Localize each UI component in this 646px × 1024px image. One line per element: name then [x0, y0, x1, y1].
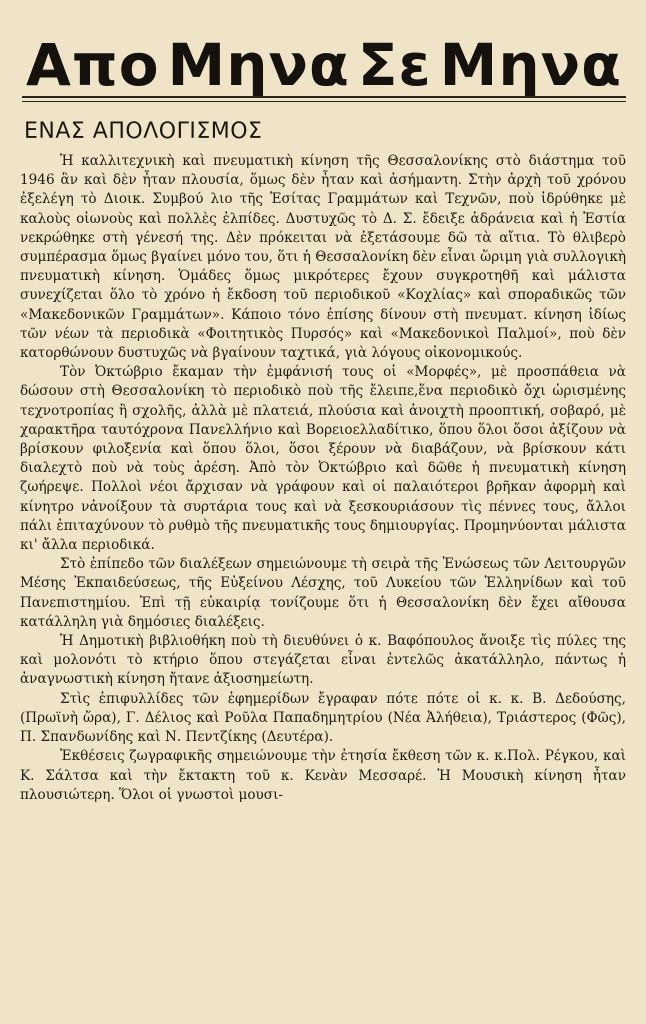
- paragraph-2: Τὸν Ὀκτώβριο ἔκαμαν τὴν ἐμφάνισή τους οἱ «Μορφές», μὲ προσπάθεια νὰ δώσουν στὴ Θεσσαλονίκη τὸ περιοδικὸ ποὺ τῆς ἔλειπε,ἕνα περιοδικὸ ὄχι ὡρισμένης τεχνοτροπίας ἢ σχολῆς, ἀλλὰ μὲ πλατειά, πλούσια καὶ ἀνοιχτὴ προοπτική, σοβαρό, μὲ χαρακτῆρα ταυτόχρονα Πανελλήνιο καὶ Βορειοελλαδίτικο, ὅπου ὅλοι ὅσοι ἀξίζουν νὰ βρίσκουν φιλοξενία καὶ ὅπου ὅλοι, ὅσοι ξέρουν νὰ διαβάζουν, νὰ βρίσκουν κάτι διαλεχτὸ ποὺ νὰ τοὺς ἀρέση. Ἀπὸ τὸν Ὀκτώβριο καὶ δῶθε ἡ πνευματικὴ κίνηση ζωήρεψε. Πολλοὶ νέοι ἄρχισαν νὰ γράφουν καὶ οἱ παλαιότεροι βρῆκαν ἀφορμὴ καὶ κίνητρο νἀνοίξουν τὰ συρτάρια τους καὶ νὰ ξεσκουριάσουν τὶς πέννες τους, ἄλλοι πάλι ἐπιταχύνουν τὸ ρυθμὸ τῆς πνευματικῆς τους δημιουργίας. Προμηνύονται μάλιστα κι' ἄλλα περιοδικά.: [20, 364, 626, 554]
- masthead-rule-thick: [22, 96, 626, 98]
- masthead-word-2: Μηνα: [167, 31, 350, 99]
- section-title: ΕΝΑΣ ΑΠΟΛΟΓΙΣΜΟΣ: [24, 119, 263, 144]
- masthead-word-3: Σε: [357, 31, 432, 99]
- masthead-word-1: Απο: [26, 31, 160, 99]
- masthead: [26, 28, 622, 99]
- article-body: [20, 152, 626, 1018]
- paragraph-4: Ἡ Δημοτικὴ βιβλιοθήκη ποὺ τὴ διευθύνει ὁ κ. Βαφόπουλος ἄνοιξε τὶς πύλες της καὶ μολονότι τὸ κτήριο ὅπου στεγάζεται εἶναι ἐντελῶς ἀκατάλληλο, πάντως ἡ ἀναγνωστικὴ κίνηση ἤτανε ἀξιοσημείωτη.: [20, 633, 626, 688]
- masthead-rule-thin: [22, 101, 626, 102]
- masthead-word-4: Μηνα: [439, 31, 622, 99]
- paragraph-3: Στὸ ἐπίπεδο τῶν διαλέξεων σημειώνουμε τὴ σειρὰ τῆς Ἑνώσεως τῶν Λειτουργῶν Μέσης Ἐκπαιδεύσεως, τῆς Εὐξείνου Λέσχης, τοῦ Λυκείου τῶν Ἑλληνίδων καὶ τοῦ Πανεπιστημίου. Ἐπὶ τῇ εὐκαιρίᾳ τονίζουμε ὅτι ἡ Θεσσαλονίκη δὲν ἔχει αἴθουσα κατάλληλη γιὰ δημόσιες διαλέξεις.: [20, 556, 626, 630]
- paragraph-5: Στὶς ἐπιφυλλίδες τῶν ἐφημερίδων ἔγραφαν πότε πότε οἱ κ. κ. Β. Δεδούσης, (Πρωϊνὴ ὥρα), Γ. Δέλιος καὶ Ροῦλα Παπαδημητρίου (Νέα Ἀλήθεια), Τριάστερος (Φῶς), Π. Σπανδωνίδης καὶ Ν. Πεντζίκης (Δευτέρα).: [20, 690, 626, 746]
- paragraph-1: Ἡ καλλιτεχνικὴ καὶ πνευματικὴ κίνηση τῆς Θεσσαλονίκης στὸ διάστημα τοῦ 1946 ἂν καὶ δὲν ἦταν πλουσία, ὅμως δὲν ἦταν καὶ ἀσήμαντη. Στὴν ἀρχὴ τοῦ χρόνου ἐξελέγη τὸ Διοικ. Συμβού λιο τῆς Ἑσίτας Γραμμάτων καὶ Τεχνῶν, ποὺ ἱδρύθηκε μὲ καλοὺς οἰωνοὺς καὶ πολλὲς ἐλπίδες. Δυστυχῶς τὸ Δ. Σ. ἔδειξε ἀδράνεια καὶ ἡ Ἑστία νεκρώθηκε στὴ γένεσή της. Δὲν πρόκειται νὰ ἐξετάσουμε δῶ τὰ αἴτια. Τὸ θλιβερὸ συμπέρασμα ὅμως βγαίνει μόνο του, ὅτι ἡ Θεσσαλονίκη δὲν εἶναι ὥριμη γιὰ συλλογικὴ πνευματικὴ κίνηση. Ὁμάδες ὅμως μικρότερες ἔχουν συγκροτηθῆ καὶ μάλιστα συνεχίζεται ὅλο τὸ χρόνο ἡ ἔκδοση τοῦ περιοδικοῦ «Κοχλίας» καὶ σποραδικῶς τῶν «Μακεδονικῶν Γραμμάτων». Κάποιο τόνο ἐπίσης δίνουν στὴ πνευματ. κίνηση ἰδίως τῶν νέων τὰ περιοδικὰ «Φοιτητικὸς Πυρσός» καὶ «Μακεδονικοὶ Παλμοί», ποὺ δὲν κατορθώνουν δυστυχῶς νὰ βγαίνουν ταχτικά, γιὰ λόγους οἰκονομικούς.: [20, 153, 626, 362]
- paragraph-6: Ἐκθέσεις ζωγραφικῆς σημειώνουμε τὴν ἐτησία ἔκθεση τῶν κ. κ.Πολ. Ρέγκου, καὶ Κ. Σάλτσα καὶ τὴν ἔκτακτη τοῦ κ. Κενὰν Μεσσαρέ. Ἡ Μουσικὴ κίνηση ἦταν πλουσιώτερη. Ὅλοι οἱ γνωστοὶ μουσι-: [20, 748, 626, 803]
